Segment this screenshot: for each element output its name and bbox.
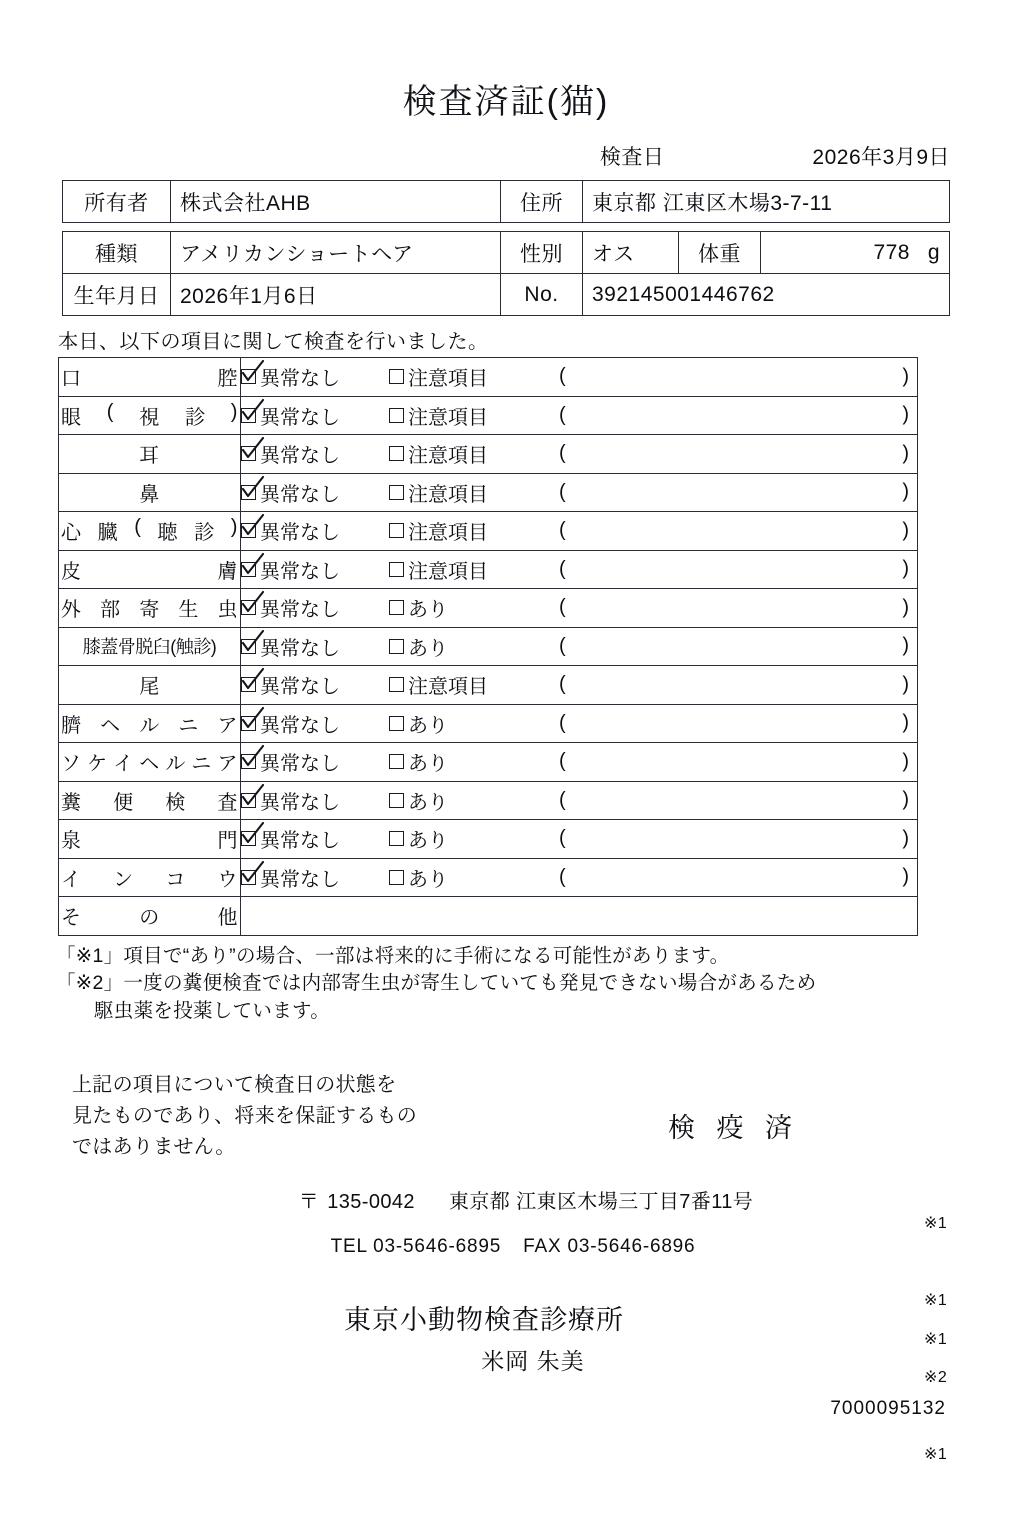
table-row bbox=[63, 181, 950, 223]
checkbox-normal[interactable] bbox=[241, 362, 389, 391]
checkbox-secondary-label: 注意項目 bbox=[408, 555, 488, 584]
checklist-item-fields bbox=[241, 781, 918, 820]
checkbox-secondary[interactable] bbox=[389, 401, 557, 430]
checklist-note-marker bbox=[924, 1244, 994, 1283]
checkbox-box[interactable] bbox=[241, 485, 256, 500]
checkbox-normal[interactable] bbox=[241, 863, 389, 892]
checkbox-box[interactable] bbox=[389, 754, 404, 769]
checkbox-box[interactable] bbox=[389, 408, 404, 423]
checklist-note-marker bbox=[924, 1013, 994, 1052]
checkbox-normal-label: 異常なし bbox=[260, 593, 340, 622]
checkbox-secondary[interactable] bbox=[389, 439, 557, 468]
clinic-tel: TEL 03-5646-6895 bbox=[331, 1236, 502, 1257]
clinic-fax: FAX 03-5646-6896 bbox=[523, 1236, 695, 1257]
checkbox-box[interactable] bbox=[241, 677, 256, 692]
checklist-item-fields bbox=[241, 358, 918, 397]
checklist-item-label: 尾 bbox=[59, 666, 241, 705]
checklist-note-marker: ※1 bbox=[924, 1205, 994, 1244]
checkbox-box[interactable] bbox=[389, 870, 404, 885]
table-row bbox=[59, 743, 918, 782]
remark-close-paren: ) bbox=[902, 558, 909, 581]
checklist-item-label: 心 臓 ( 聴 診 ) bbox=[59, 512, 241, 551]
checkbox-box[interactable] bbox=[241, 831, 256, 846]
checkbox-normal-label: 異常なし bbox=[260, 362, 340, 391]
checklist-item-label: そ の 他 bbox=[59, 897, 241, 936]
checkbox-box[interactable] bbox=[389, 677, 404, 692]
checkbox-secondary-label: あり bbox=[408, 593, 448, 622]
table-spacer bbox=[62, 223, 950, 231]
checkbox-normal-label: 異常なし bbox=[260, 670, 340, 699]
page-title: 検査済証(猫) bbox=[0, 74, 1012, 123]
remark-open-paren: ( bbox=[559, 789, 566, 812]
checkbox-normal[interactable] bbox=[241, 593, 389, 622]
inspection-date-value: 2026年3月9日 bbox=[812, 141, 950, 171]
remark-open-paren: ( bbox=[559, 596, 566, 619]
footnote-line-3: 駆虫薬を投薬しています。 bbox=[56, 998, 1012, 1026]
checklist-item-fields bbox=[241, 627, 918, 666]
checkbox-normal-label: 異常なし bbox=[260, 401, 340, 430]
birth-label: 生年月日 bbox=[63, 274, 171, 316]
checkbox-box[interactable] bbox=[389, 485, 404, 500]
remark-open-paren: ( bbox=[559, 712, 566, 735]
checkbox-normal-label: 異常なし bbox=[260, 632, 340, 661]
remark-close-paren: ) bbox=[902, 596, 909, 619]
checkbox-box[interactable] bbox=[241, 793, 256, 808]
checklist-note-marker bbox=[924, 1090, 994, 1129]
birth-value: 2026年1月6日 bbox=[171, 274, 501, 316]
checkbox-secondary-label: あり bbox=[408, 709, 448, 738]
checklist-item-fields bbox=[241, 512, 918, 551]
checklist-item-label: 臍 ヘ ル ニ ア bbox=[59, 704, 241, 743]
remark-open-paren: ( bbox=[559, 481, 566, 504]
checkbox-box[interactable] bbox=[389, 446, 404, 461]
checklist-table bbox=[58, 357, 918, 936]
remark-open-paren: ( bbox=[559, 365, 566, 388]
inspection-date-label: 検査日 bbox=[600, 141, 665, 171]
weight-label: 体重 bbox=[679, 232, 761, 274]
table-row bbox=[59, 858, 918, 897]
checkbox-normal[interactable] bbox=[241, 709, 389, 738]
checkbox-secondary[interactable] bbox=[389, 709, 557, 738]
weight-unit: g bbox=[910, 241, 940, 265]
checklist-item-fields bbox=[241, 820, 918, 859]
remark-close-paren: ) bbox=[902, 635, 909, 658]
checklist-item-fields bbox=[241, 550, 918, 589]
owner-label: 所有者 bbox=[63, 181, 171, 223]
checkbox-box[interactable] bbox=[389, 369, 404, 384]
table-row bbox=[59, 396, 918, 435]
remark-open-paren: ( bbox=[559, 866, 566, 889]
remark-close-paren: ) bbox=[902, 442, 909, 465]
checkbox-secondary[interactable] bbox=[389, 786, 557, 815]
checkbox-secondary-label: あり bbox=[408, 863, 448, 892]
checkbox-box[interactable] bbox=[241, 716, 256, 731]
checkbox-normal-label: 異常なし bbox=[260, 747, 340, 776]
checklist-item-label: ソ ケ イ ヘ ル ニ ア bbox=[59, 743, 241, 782]
animal-table bbox=[62, 231, 950, 316]
footnote-line-2: 「※2」一度の糞便検査では内部寄生虫が寄生していても発見できない場合があるため bbox=[56, 970, 1012, 998]
checkbox-normal[interactable] bbox=[241, 786, 389, 815]
table-row bbox=[59, 704, 918, 743]
checklist-item-label: 皮 膚 bbox=[59, 550, 241, 589]
checkbox-secondary[interactable] bbox=[389, 516, 557, 545]
checklist-item-fields bbox=[241, 897, 918, 936]
disclaimer-line-3: ではありません。 bbox=[72, 1132, 492, 1163]
checkbox-secondary-label: 注意項目 bbox=[408, 401, 488, 430]
checkbox-normal-label: 異常なし bbox=[260, 439, 340, 468]
breed-label: 種類 bbox=[63, 232, 171, 274]
checklist-note-column bbox=[924, 936, 994, 1513]
checklist-note-marker: ※1 bbox=[924, 1436, 994, 1475]
checklist-item-fields bbox=[241, 704, 918, 743]
checklist-note-marker bbox=[924, 974, 994, 1013]
remark-close-paren: ) bbox=[902, 789, 909, 812]
checklist-item-fields bbox=[241, 473, 918, 512]
checkbox-secondary-label: あり bbox=[408, 824, 448, 853]
clinic-contact bbox=[0, 1236, 1012, 1258]
table-row bbox=[59, 820, 918, 859]
checkbox-secondary-label: あり bbox=[408, 747, 448, 776]
table-row bbox=[59, 550, 918, 589]
table-row bbox=[59, 435, 918, 474]
remark-open-paren: ( bbox=[559, 442, 566, 465]
checkbox-secondary-label: 注意項目 bbox=[408, 516, 488, 545]
checkbox-secondary[interactable] bbox=[389, 632, 557, 661]
table-row bbox=[63, 232, 950, 274]
checklist-item-label: 泉 門 bbox=[59, 820, 241, 859]
footnote-line-1: 「※1」項目で“あり”の場合、一部は将来的に手術になる可能性があります。 bbox=[56, 943, 1012, 971]
document-number: 7000095132 bbox=[0, 1398, 1012, 1420]
weight-value-cell bbox=[761, 232, 950, 274]
clinic-name: 東京小動物検査診療所 bbox=[0, 1298, 1012, 1337]
checklist-item-fields bbox=[241, 396, 918, 435]
checklist-item-label: 耳 bbox=[59, 435, 241, 474]
checklist-note-marker bbox=[924, 1167, 994, 1206]
remark-close-paren: ) bbox=[902, 712, 909, 735]
checkbox-secondary-label: 注意項目 bbox=[408, 439, 488, 468]
table-row bbox=[59, 473, 918, 512]
checklist-note-marker bbox=[924, 936, 994, 975]
checklist-item-fields bbox=[241, 589, 918, 628]
checkbox-secondary[interactable] bbox=[389, 555, 557, 584]
checkbox-secondary[interactable] bbox=[389, 362, 557, 391]
remark-close-paren: ) bbox=[902, 673, 909, 696]
checkbox-normal-label: 異常なし bbox=[260, 863, 340, 892]
remark-close-paren: ) bbox=[902, 827, 909, 850]
intro-text: 本日、以下の項目に関して検査を行いました。 bbox=[58, 325, 1012, 354]
checklist-item-fields bbox=[241, 743, 918, 782]
checkbox-box[interactable] bbox=[241, 446, 256, 461]
checklist-item-label: 外 部 寄 生 虫 bbox=[59, 589, 241, 628]
checkbox-box[interactable] bbox=[389, 562, 404, 577]
checkbox-box[interactable] bbox=[241, 523, 256, 538]
checkbox-secondary[interactable] bbox=[389, 670, 557, 699]
checkbox-normal[interactable] bbox=[241, 747, 389, 776]
checklist-item-label: 膝蓋骨脱臼(触診) bbox=[59, 627, 241, 666]
checkbox-normal[interactable] bbox=[241, 439, 389, 468]
checkbox-secondary-label: あり bbox=[408, 632, 448, 661]
table-row bbox=[59, 627, 918, 666]
remark-open-paren: ( bbox=[559, 673, 566, 696]
checkbox-normal[interactable] bbox=[241, 670, 389, 699]
veterinarian-name: 米岡 朱美 bbox=[0, 1343, 1012, 1376]
checkbox-normal[interactable] bbox=[241, 516, 389, 545]
checkbox-box[interactable] bbox=[389, 600, 404, 615]
checkbox-box[interactable] bbox=[241, 639, 256, 654]
checkbox-box[interactable] bbox=[241, 408, 256, 423]
remark-close-paren: ) bbox=[902, 365, 909, 388]
checklist-note-marker: ※2 bbox=[924, 1359, 994, 1398]
checkbox-normal[interactable] bbox=[241, 824, 389, 853]
checkbox-secondary[interactable] bbox=[389, 478, 557, 507]
owner-value: 株式会社AHB bbox=[171, 181, 501, 223]
checkbox-box[interactable] bbox=[389, 716, 404, 731]
checklist-item-fields bbox=[241, 858, 918, 897]
checkbox-normal-label: 異常なし bbox=[260, 516, 340, 545]
checkbox-normal-label: 異常なし bbox=[260, 786, 340, 815]
table-row bbox=[59, 781, 918, 820]
clinic-address-text: 東京都 江東区木場三丁目7番11号 bbox=[449, 1191, 753, 1213]
checklist-item-fields bbox=[241, 435, 918, 474]
disclaimer-line-1: 上記の項目について検査日の状態を bbox=[72, 1070, 492, 1101]
checkbox-secondary-label: 注意項目 bbox=[408, 362, 488, 391]
remark-open-paren: ( bbox=[559, 404, 566, 427]
checkbox-box[interactable] bbox=[241, 870, 256, 885]
sex-value: オス bbox=[583, 232, 679, 274]
checklist-note-marker bbox=[924, 1051, 994, 1090]
no-label: No. bbox=[501, 274, 583, 316]
postal-mark-icon: 〒 bbox=[299, 1191, 319, 1213]
header-tables bbox=[62, 180, 950, 316]
checkbox-normal[interactable] bbox=[241, 401, 389, 430]
checkbox-secondary-label: 注意項目 bbox=[408, 670, 488, 699]
checkbox-normal[interactable] bbox=[241, 478, 389, 507]
checkbox-secondary[interactable] bbox=[389, 863, 557, 892]
disclaimer bbox=[72, 1070, 492, 1163]
footnotes bbox=[56, 943, 1012, 1026]
remark-close-paren: ) bbox=[902, 750, 909, 773]
inspection-date-line bbox=[0, 141, 1012, 171]
remark-close-paren: ) bbox=[902, 519, 909, 542]
checkbox-box[interactable] bbox=[241, 600, 256, 615]
address-value: 東京都 江東区木場3-7-11 bbox=[583, 181, 950, 223]
checklist-item-label: 糞 便 検 査 bbox=[59, 781, 241, 820]
no-value: 392145001446762 bbox=[583, 274, 950, 316]
checkbox-secondary[interactable] bbox=[389, 747, 557, 776]
checkbox-box[interactable] bbox=[389, 639, 404, 654]
checklist-note-marker: ※1 bbox=[924, 1321, 994, 1360]
checkbox-secondary-label: 注意項目 bbox=[408, 478, 488, 507]
checkbox-secondary-label: あり bbox=[408, 786, 448, 815]
checklist-item-label: 口 腔 bbox=[59, 358, 241, 397]
table-row bbox=[59, 512, 918, 551]
checkbox-secondary[interactable] bbox=[389, 593, 557, 622]
remark-open-paren: ( bbox=[559, 827, 566, 850]
clinic-address bbox=[0, 1185, 1012, 1214]
checkbox-normal-label: 異常なし bbox=[260, 824, 340, 853]
checkbox-box[interactable] bbox=[241, 369, 256, 384]
checklist-item-fields bbox=[241, 666, 918, 705]
sex-label: 性別 bbox=[501, 232, 583, 274]
checkbox-box[interactable] bbox=[389, 523, 404, 538]
checklist-item-label: イ ン コ ウ bbox=[59, 858, 241, 897]
checkbox-secondary[interactable] bbox=[389, 824, 557, 853]
checklist-note-marker: ※1 bbox=[924, 1282, 994, 1321]
remark-open-paren: ( bbox=[559, 558, 566, 581]
table-row bbox=[59, 666, 918, 705]
remark-open-paren: ( bbox=[559, 635, 566, 658]
disclaimer-line-2: 見たものであり、将来を保証するもの bbox=[72, 1101, 492, 1132]
checklist-note-marker bbox=[924, 1398, 994, 1437]
remark-close-paren: ) bbox=[902, 404, 909, 427]
checkbox-normal[interactable] bbox=[241, 632, 389, 661]
checkbox-normal[interactable] bbox=[241, 555, 389, 584]
remark-open-paren: ( bbox=[559, 750, 566, 773]
quarantine-stamp: 検 疫 済 bbox=[668, 1106, 799, 1145]
checklist-section bbox=[58, 357, 950, 936]
table-row bbox=[59, 358, 918, 397]
checklist-item-label: 眼 ( 視 診 ) bbox=[59, 396, 241, 435]
checklist-item-label: 鼻 bbox=[59, 473, 241, 512]
table-row bbox=[59, 897, 918, 936]
address-label: 住所 bbox=[501, 181, 583, 223]
checkbox-normal-label: 異常なし bbox=[260, 478, 340, 507]
remark-close-paren: ) bbox=[902, 866, 909, 889]
checkbox-normal-label: 異常なし bbox=[260, 709, 340, 738]
disclaimer-and-stamp bbox=[0, 1070, 1012, 1163]
weight-value: 778 bbox=[873, 241, 910, 264]
breed-value: アメリカンショートヘア bbox=[171, 232, 501, 274]
checklist-note-marker bbox=[924, 1475, 994, 1513]
checkbox-box[interactable] bbox=[241, 562, 256, 577]
checkbox-box[interactable] bbox=[241, 754, 256, 769]
checkbox-normal-label: 異常なし bbox=[260, 555, 340, 584]
clinic-zip: 135-0042 bbox=[327, 1191, 415, 1213]
owner-table bbox=[62, 180, 950, 223]
table-row bbox=[59, 589, 918, 628]
remark-open-paren: ( bbox=[559, 519, 566, 542]
checkbox-box[interactable] bbox=[389, 793, 404, 808]
table-row bbox=[63, 274, 950, 316]
checklist-note-marker bbox=[924, 1128, 994, 1167]
remark-close-paren: ) bbox=[902, 481, 909, 504]
checkbox-box[interactable] bbox=[389, 831, 404, 846]
